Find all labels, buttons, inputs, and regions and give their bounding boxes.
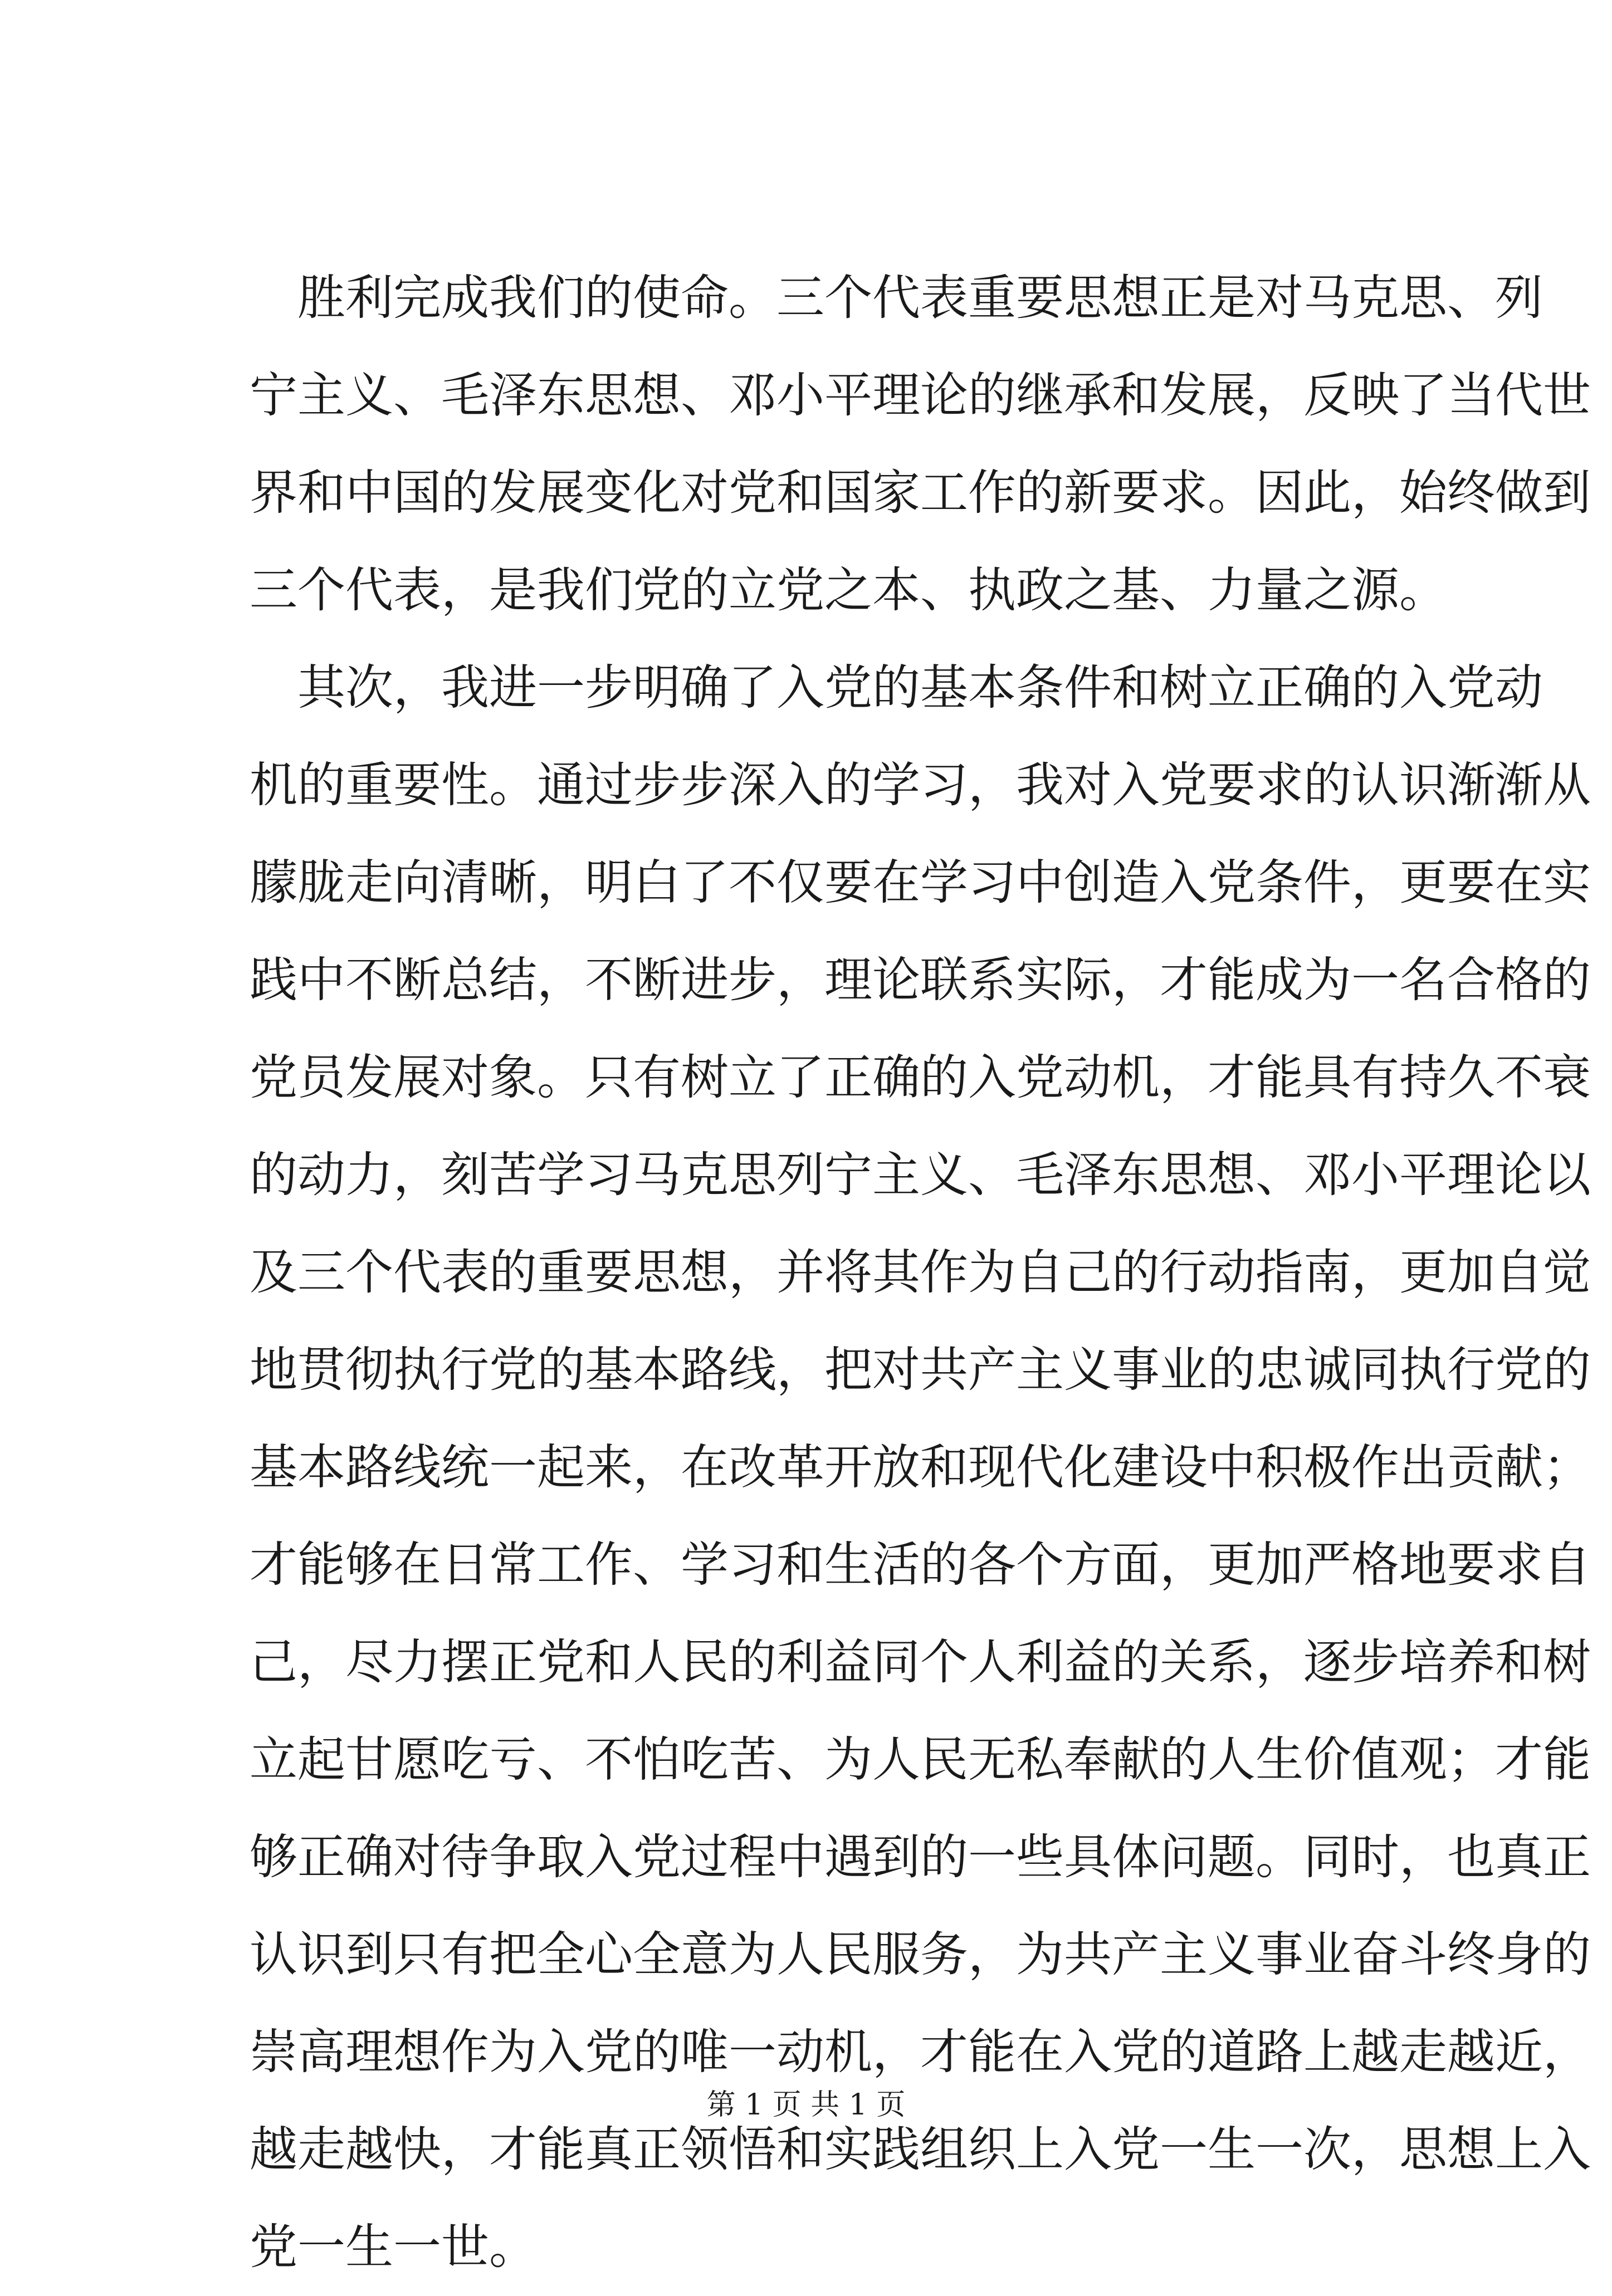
text-line: 三个代表，是我们党的立党之本、执政之基、力量之源。 <box>250 562 1447 618</box>
text-line: 己，尽力摆正党和人民的利益同个人利益的关系，逐步培养和树 <box>250 1634 1591 1690</box>
text-line: 基本路线统一起来，在改革开放和现代化建设中积极作出贡献； <box>250 1440 1591 1495</box>
text-line: 宁主义、毛泽东思想、邓小平理论的继承和发展，反映了当代世 <box>250 368 1591 423</box>
text-line: 朦胧走向清晰，明白了不仅要在学习中创造入党条件，更要在实 <box>250 855 1591 910</box>
text-line: 认识到只有把全心全意为人民服务，为共产主义事业奋斗终身的 <box>250 1927 1591 1982</box>
text-line: 地贯彻执行党的基本路线，把对共产主义事业的忠诚同执行党的 <box>250 1342 1591 1398</box>
text-line: 胜利完成我们的使命。三个代表重要思想正是对马克思、列 <box>297 270 1543 326</box>
text-line: 党一生一世。 <box>250 2219 537 2275</box>
document-body <box>250 249 1591 2296</box>
text-line: 才能够在日常工作、学习和生活的各个方面，更加严格地要求自 <box>250 1537 1591 1593</box>
text-line: 立起甘愿吃亏、不怕吃苦、为人民无私奉献的人生价值观；才能 <box>250 1732 1591 1788</box>
text-line: 界和中国的发展变化对党和国家工作的新要求。因此，始终做到 <box>250 465 1591 521</box>
text-line: 机的重要性。通过步步深入的学习，我对入党要求的认识渐渐从 <box>250 757 1591 813</box>
text-line: 其次，我进一步明确了入党的基本条件和树立正确的入党动 <box>297 660 1543 716</box>
text-line: 崇高理想作为入党的唯一动机，才能在入党的道路上越走越近， <box>250 2024 1591 2080</box>
page-footer: 第 1 页 共 1 页 <box>706 2088 906 2122</box>
text-line: 的动力，刻苦学习马克思列宁主义、毛泽东思想、邓小平理论以 <box>250 1147 1591 1203</box>
text-line: 党员发展对象。只有树立了正确的入党动机，才能具有持久不衰 <box>250 1050 1591 1105</box>
text-line: 践中不断总结，不断进步，理论联系实际，才能成为一名合格的 <box>250 952 1591 1008</box>
text-line: 够正确对待争取入党过程中遇到的一些具体问题。同时，也真正 <box>250 1829 1591 1885</box>
text-line: 及三个代表的重要思想，并将其作为自己的行动指南，更加自觉 <box>250 1245 1591 1300</box>
text-line: 越走越快，才能真正领悟和实践组织上入党一生一次，思想上入 <box>250 2122 1591 2177</box>
